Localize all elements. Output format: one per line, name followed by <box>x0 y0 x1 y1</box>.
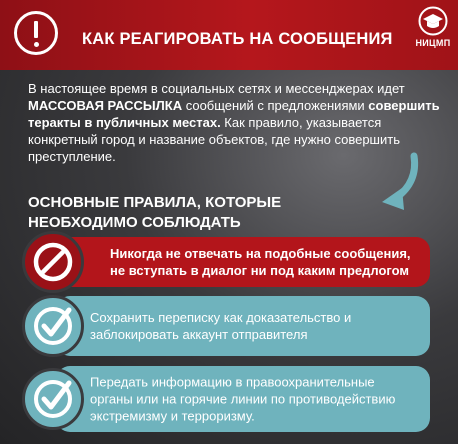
rule-text-1: Никогда не отвечать на подобные сообщения, не вступать в диалог ни под каким предлогом <box>110 246 411 278</box>
page-title: КАК РЕАГИРОВАТЬ НА СООБЩЕНИЯ <box>82 30 393 48</box>
rule-card-1 <box>56 237 430 287</box>
rule-text-2: Сохранить переписку как доказательство и заблокировать аккаунт отправителя <box>90 310 352 342</box>
rule-card-3 <box>56 366 430 432</box>
prohibited-icon <box>31 240 75 284</box>
logo-text: НИЦМП <box>415 38 451 48</box>
rule-text-3: Передать информацию в правоохранительные органы или на горячие линии по противодействию экстремизму и терроризму. <box>90 374 396 424</box>
rule-badge-1 <box>22 231 84 293</box>
header-banner <box>0 0 458 70</box>
intro-paragraph: В настоящее время в социальных сетях и мессенджерах идет МАССОВАЯ РАССЫЛКА сообщений с предложениями совершить теракты в публичных местах. Как правило, указывается конкретный город и название объектов, где нужно совершить преступление. <box>28 81 440 164</box>
intro-bold-mass-mailing: МАССОВАЯ РАССЫЛКА <box>28 98 183 113</box>
checkmark-icon <box>31 377 75 421</box>
graduation-cap-icon <box>418 6 448 36</box>
exclamation-icon <box>14 11 58 55</box>
logo <box>412 6 454 64</box>
rule-badge-2 <box>22 295 84 357</box>
rule-badge-3 <box>22 368 84 430</box>
rules-heading: ОСНОВНЫЕ ПРАВИЛА, КОТОРЫЕ НЕОБХОДИМО СОБЛЮДАТЬ <box>28 194 282 231</box>
checkmark-icon <box>31 304 75 348</box>
rule-card-2 <box>56 296 430 356</box>
intro-bold-terror: совершить теракты в публичных местах. <box>28 98 440 130</box>
curved-arrow-icon <box>378 152 424 214</box>
